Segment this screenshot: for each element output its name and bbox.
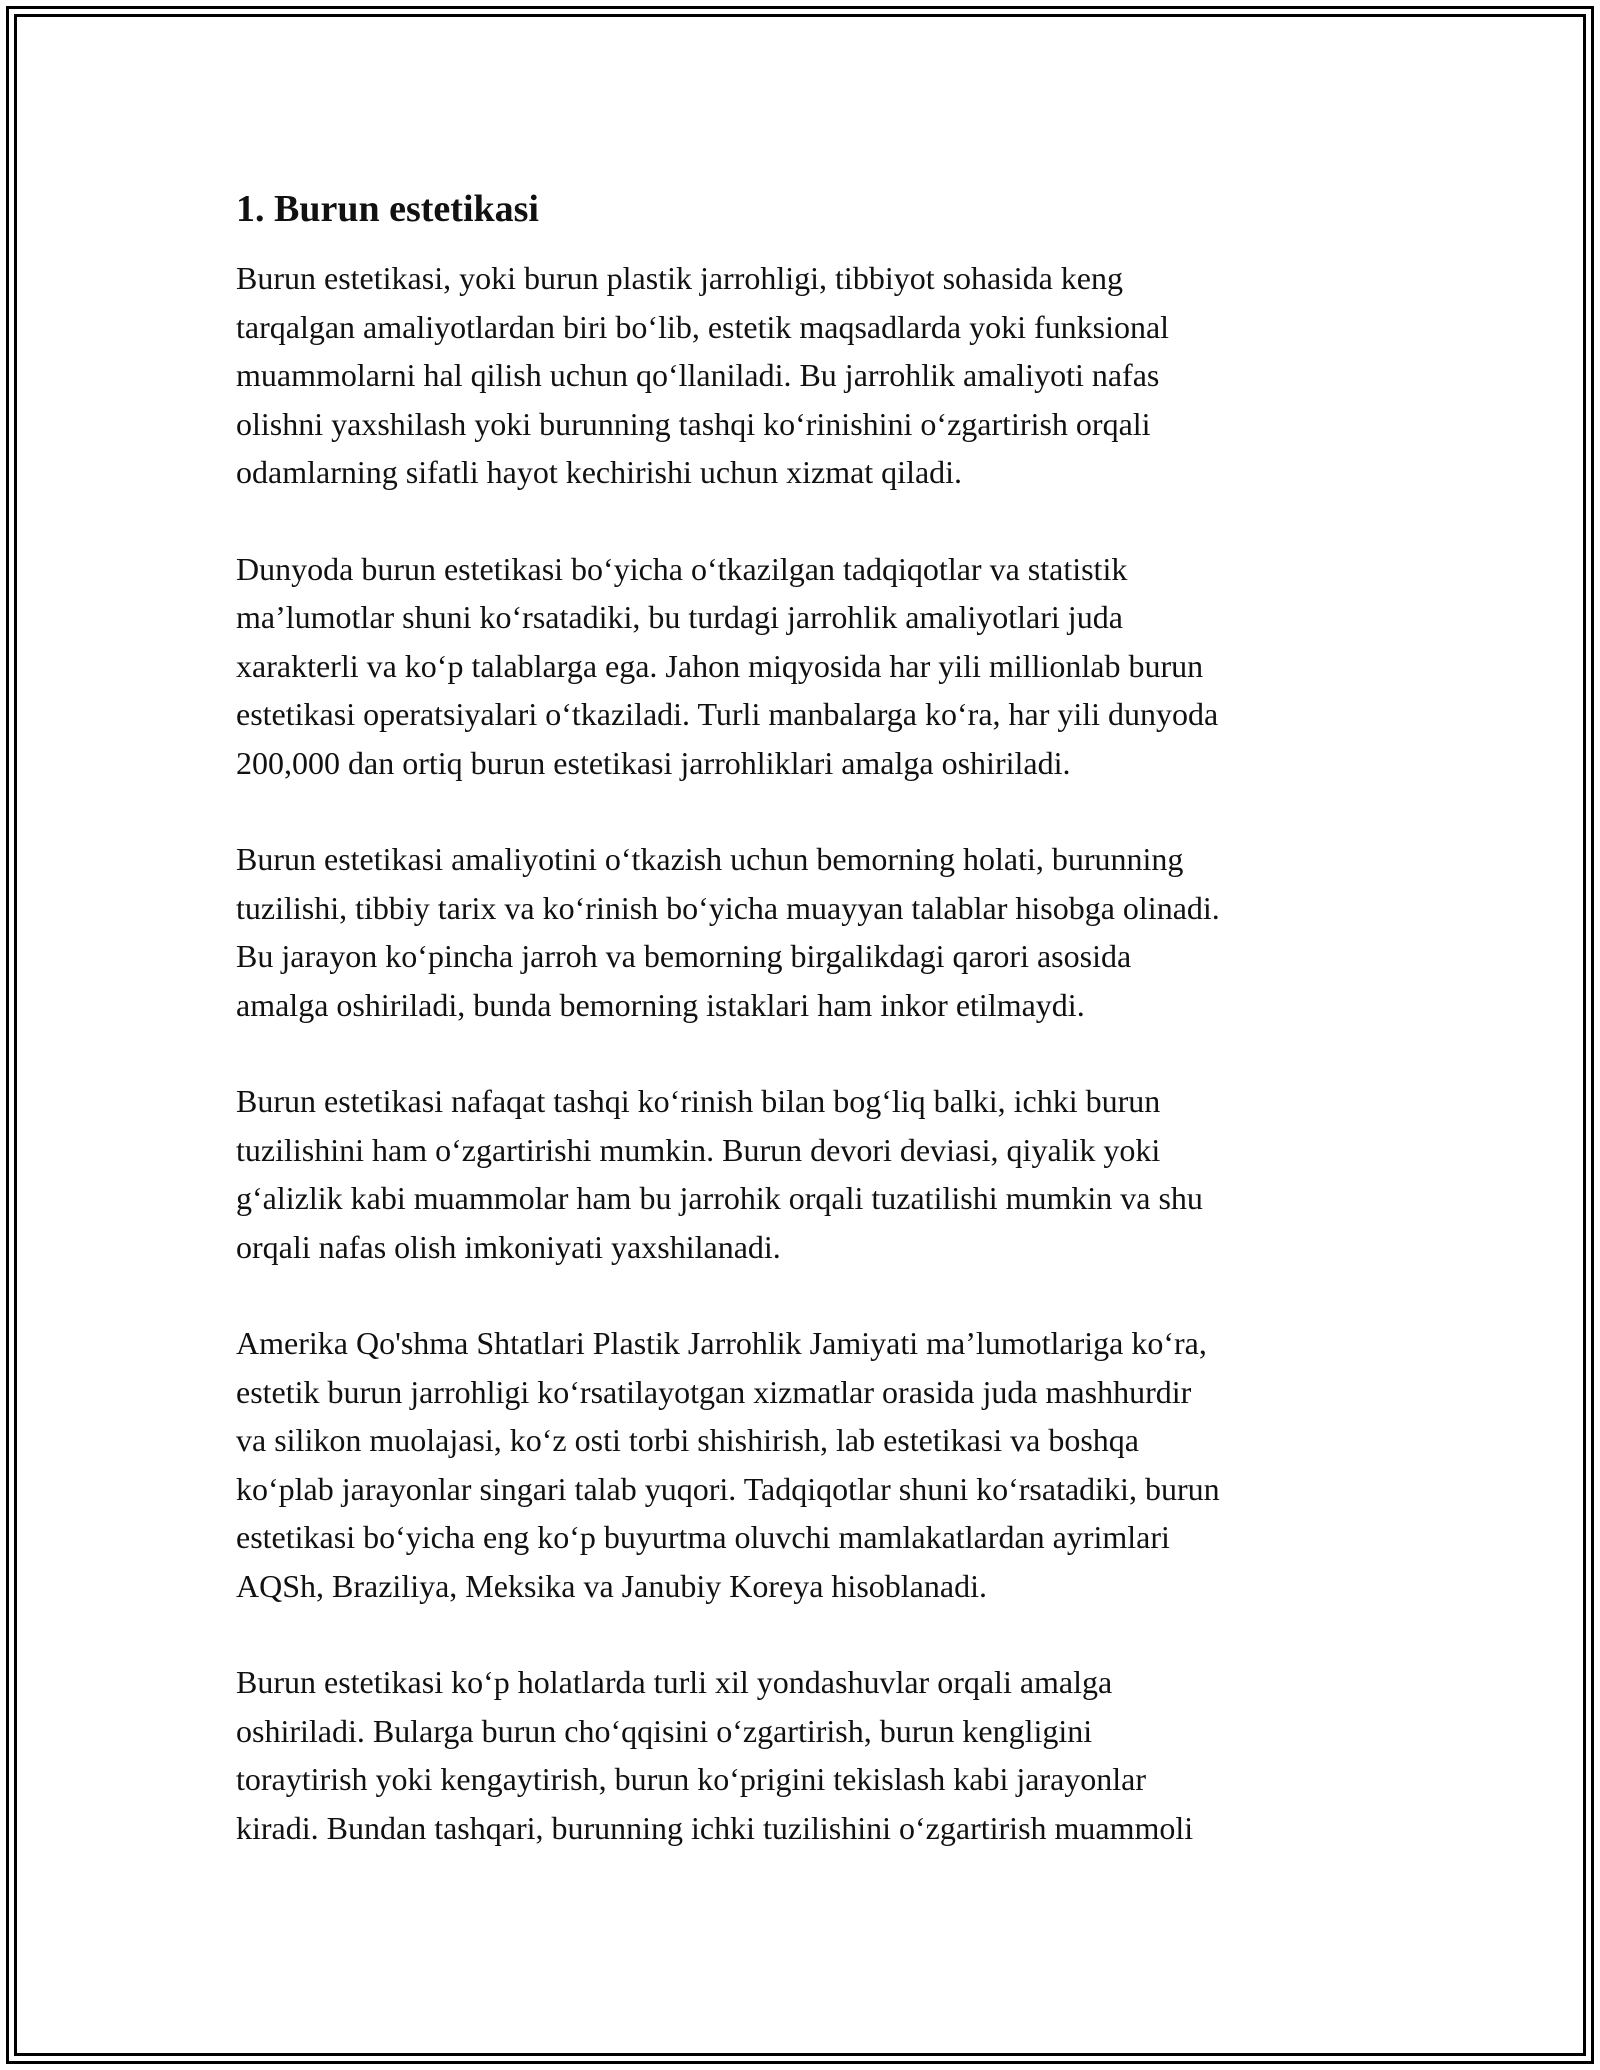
text-line: xarakterli va ko‘p talablarga ega. Jahon miqyosida har yili millionlab burun [236, 647, 1204, 684]
paragraph-2 [236, 545, 1396, 788]
text-line: estetikasi bo‘yicha eng ko‘p buyurtma oluvchi mamlakatlardan ayrimlari [236, 1519, 1170, 1555]
text-line: Amerika Qo'shma Shtatlari Plastik Jarrohlik Jamiyati ma’lumotlariga ko‘ra, [236, 1325, 1207, 1361]
text-line: estetikasi operatsiyalari o‘tkaziladi. Turli manbalarga ko‘ra, har yili dunyoda [236, 696, 1219, 732]
text-line: Burun estetikasi ko‘p holatlarda turli xil yondashuvlar orqali amalga [236, 1664, 1113, 1700]
text-line: Dunyoda burun estetikasi bo‘yicha o‘tkazilgan tadqiqotlar va statistik [236, 550, 1128, 587]
section-heading: 1. Burun estetikasi [236, 188, 539, 230]
text-line: kiradi. Bundan tashqari, burunning ichki tuzilishini o‘zgartirish muammoli [236, 1809, 1194, 1846]
text-line: tuzilishini ham o‘zgartirishi mumkin. Burun devori deviasi, qiyalik yoki [236, 1131, 1161, 1168]
text-line: orqali nafas olish imkoniyati yaxshilanadi. [236, 1228, 781, 1265]
text-line: estetik burun jarrohligi ko‘rsatilayotgan xizmatlar orasida juda mashhurdir [236, 1373, 1192, 1410]
text-line: amalga oshiriladi, bunda bemorning istaklari ham inkor etilmaydi. [236, 986, 1085, 1023]
paragraph-1 [236, 254, 1396, 497]
paragraph-6 [236, 1658, 1396, 1852]
text-line: odamlarning sifatli hayot kechirishi uchun xizmat qiladi. [236, 454, 963, 490]
text-line: g‘alizlik kabi muammolar ham bu jarrohik orqali tuzatilishi mumkin va shu [236, 1180, 1203, 1216]
text-line: muammolarni hal qilish uchun qo‘llaniladi. Bu jarrohlik amaliyoti nafas [236, 357, 1160, 393]
text-line: Bu jarayon ko‘pincha jarroh va bemorning birgalikdagi qarori asosida [236, 938, 1132, 974]
text-line: ma’lumotlar shuni ko‘rsatadiki, bu turdagi jarrohlik amaliyotlari juda [236, 599, 1123, 635]
paragraph-4 [236, 1077, 1396, 1271]
text-line: va silikon muolajasi, ko‘z osti torbi shishirish, lab estetikasi va boshqa [236, 1422, 1139, 1458]
text-line: AQSh, Braziliya, Meksika va Janubiy Koreya hisoblanadi. [236, 1567, 987, 1604]
text-line: Burun estetikasi amaliyotini o‘tkazish uchun bemorning holati, burunning [236, 841, 1184, 877]
text-line: Burun estetikasi nafaqat tashqi ko‘rinish bilan bog‘liq balki, ichki burun [236, 1083, 1161, 1119]
text-line: oshiriladi. Bularga burun cho‘qqisini o‘zgartirish, burun kengligini [236, 1712, 1093, 1749]
text-line: toraytirish yoki kengaytirish, burun ko‘prigini tekislash kabi jarayonlar [236, 1761, 1147, 1797]
text-line: ko‘plab jarayonlar singari talab yuqori. Tadqiqotlar shuni ko‘rsatadiki, burun [236, 1470, 1220, 1507]
text-line: tarqalgan amaliyotlardan biri bo‘lib, estetik maqsadlarda yoki funksional [236, 308, 1170, 345]
text-line: olishni yaxshilash yoki burunning tashqi ko‘rinishini o‘zgartirish orqali [236, 405, 1151, 442]
document-body [236, 186, 1396, 1900]
paragraph-5 [236, 1319, 1396, 1610]
text-line: 200,000 dan ortiq burun estetikasi jarrohliklari amalga oshiriladi. [236, 744, 1071, 781]
text-line: Burun estetikasi, yoki burun plastik jarrohligi, tibbiyot sohasida keng [236, 260, 1123, 296]
paragraph-3 [236, 835, 1396, 1029]
text-line: tuzilishi, tibbiy tarix va ko‘rinish bo‘yicha muayyan talablar hisobga olinadi. [236, 889, 1220, 926]
